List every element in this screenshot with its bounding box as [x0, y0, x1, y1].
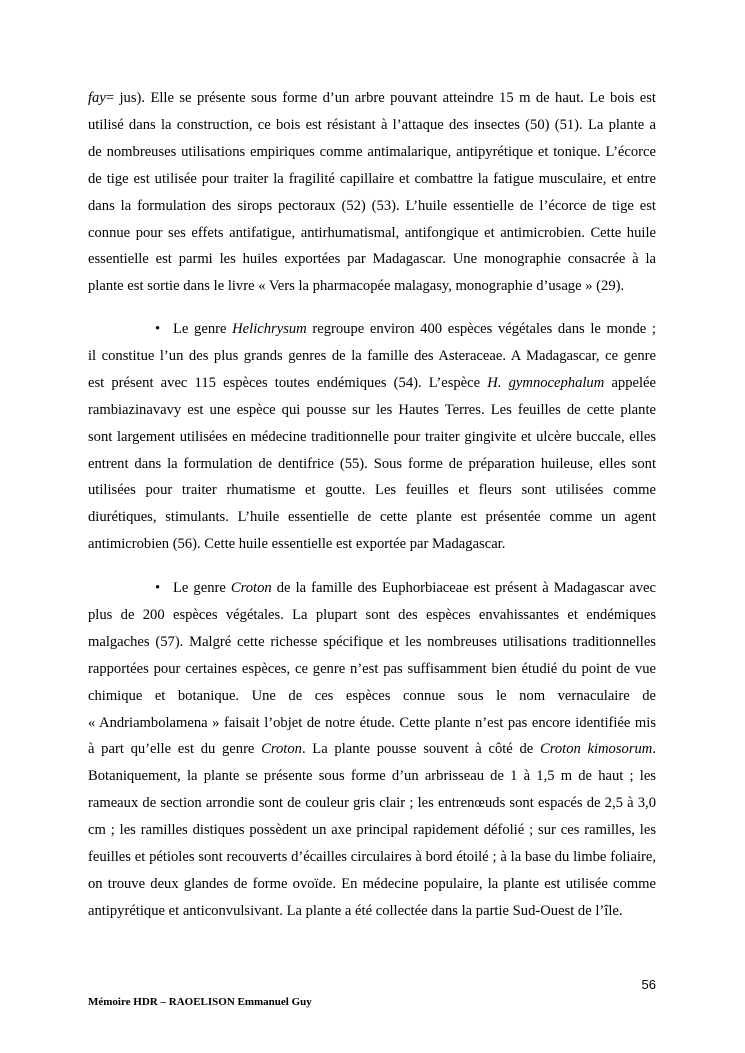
text-line	[88, 370, 656, 397]
text-line	[88, 273, 656, 300]
text-line	[88, 451, 656, 478]
text-line	[88, 763, 656, 790]
bullet-icon: •	[155, 321, 161, 337]
text-line	[88, 112, 656, 139]
text-line	[88, 790, 656, 817]
text-run: antimicrobien (56). Cette huile essentielle est exportée par Madagascar.	[88, 536, 506, 553]
paragraph-croton	[88, 575, 656, 925]
text-line	[88, 246, 656, 273]
paragraph-ravintsara-continuation	[88, 85, 656, 300]
italic-term: Croton	[261, 741, 302, 758]
footer-author: Mémoire HDR – RAOELISON Emmanuel Guy	[88, 996, 312, 1008]
page-number: 56	[641, 977, 656, 992]
italic-term: Croton kimosorum	[539, 741, 653, 758]
text-line	[88, 656, 656, 683]
text-run: diurétiques, stimulants. L’huile essentielle de cette plante est présentée comme un agent	[88, 509, 656, 526]
text-run: utilisées pour traiter rhumatisme et goutte. Les feuilles et fleurs sont utilisées comme	[88, 482, 656, 499]
text-run: plus de 200 espèces végétales. La plupart sont des espèces envahissantes et endémiques	[88, 606, 656, 623]
text-run: Le genre	[173, 580, 231, 596]
text-run: regroupe environ 400 espèces végétales dans le monde ;	[306, 321, 656, 337]
text-run: on trouve deux glandes de forme ovoïde. En médecine populaire, la plante est utilisée comme	[88, 875, 656, 892]
text-line	[88, 504, 656, 531]
text-run: « Andriambolamena » faisait l’objet de notre étude. Cette plante n’est pas encore identifiée mis	[88, 714, 656, 731]
text-run: rambiazinavavy est une espèce qui pousse sur les Hautes Terres. Les feuilles de cette plante	[88, 401, 656, 418]
text-line	[88, 85, 656, 112]
text-line	[88, 602, 656, 629]
italic-term: fay	[88, 90, 106, 106]
text-line	[88, 817, 656, 844]
text-run: Le genre	[173, 321, 233, 337]
text-line	[88, 575, 656, 602]
text-line	[88, 166, 656, 193]
text-line	[88, 710, 656, 737]
text-line	[88, 629, 656, 656]
paragraph-helichrysum	[88, 316, 656, 558]
text-run: de la famille des Euphorbiaceae est présent à Madagascar avec	[271, 580, 656, 596]
bullet-icon: •	[155, 580, 161, 596]
text-run: antipyrétique et anticonvulsivant. La plante a été collectée dans la partie Sud-Ouest de l’île.	[88, 902, 623, 919]
text-run: à part qu’elle est du genre	[88, 741, 262, 758]
text-run: .	[652, 741, 657, 758]
text-run: rameaux de section arrondie sont de couleur gris clair ; les entrenœuds sont espacés de 2,5 à 3,0	[88, 795, 656, 812]
text-run: rapportées pour certaines espèces, ce genre n’est pas suffisamment bien étudié du point de vue	[88, 660, 656, 677]
text-run: = jus). Elle se présente sous forme d’un arbre pouvant atteindre 15 m de haut. Le bois est	[105, 90, 656, 106]
italic-term: Helichrysum	[232, 321, 307, 337]
text-line	[88, 424, 656, 451]
text-line	[88, 343, 656, 370]
text-line	[88, 844, 656, 871]
text-run: malgaches (57). Malgré cette richesse spécifique et les nombreuses utilisations traditionnelles	[88, 633, 656, 650]
text-line	[88, 683, 656, 710]
text-line	[88, 736, 656, 763]
text-run: il constitue l’un des plus grands genres de la famille des Asteraceae. A Madagascar, ce genre	[88, 347, 656, 364]
text-line	[88, 477, 656, 504]
text-line	[88, 220, 656, 247]
text-run: dans la formulation des sirops pectoraux (52) (53). L’huile essentielle de l’écorce de tige est	[88, 197, 656, 214]
italic-term: Croton	[230, 580, 272, 596]
text-run: sont largement utilisées en médecine traditionnelle pour traiter gingivite et ulcère buccale, elles	[88, 428, 656, 445]
text-line	[88, 193, 656, 220]
text-line	[88, 871, 656, 898]
text-line	[88, 397, 656, 424]
text-run: entrent dans la formulation de dentifrice (55). Sous forme de préparation huileuse, elles sont	[88, 455, 656, 472]
text-run: appelée	[604, 374, 656, 391]
text-line	[88, 316, 656, 343]
text-run: . La plante pousse souvent à côté de	[301, 741, 540, 758]
text-line	[88, 898, 656, 925]
text-line	[88, 139, 656, 166]
text-run: feuilles et pétioles sont recouverts d’écailles circulaires à bord étoilé ; à la base du limbe foliaire,	[88, 849, 656, 866]
text-run: plante est sortie dans le livre « Vers la pharmacopée malagasy, monographie d’usage » (29).	[88, 278, 625, 295]
italic-term: H. gymnocephalum	[487, 374, 605, 391]
text-run: de nombreuses utilisations empiriques comme antimalarique, antipyrétique et tonique. L’écorce	[88, 143, 656, 160]
text-run: chimique et botanique. Une de ces espèces connue sous le nom vernaculaire de	[88, 687, 656, 704]
text-run: utilisé dans la construction, ce bois est résistant à l’attaque des insectes (50) (51). La plante a	[88, 116, 656, 133]
text-run: de tige est utilisée pour traiter la fragilité capillaire et combattre la fatigue musculaire, et entre	[88, 170, 656, 187]
text-run: connue pour ses effets antifatigue, antirhumatismal, antifongique et antimicrobien. Cette huile	[88, 224, 656, 241]
text-line	[88, 531, 656, 558]
text-run: essentielle est parmi les huiles exportées par Madagascar. Une monographie consacrée à la	[88, 251, 656, 268]
text-run: cm ; les ramilles distiques possèdent un axe principal rapidement défolié ; sur ces ramilles, les	[88, 822, 656, 839]
text-run: Botaniquement, la plante se présente sous forme d’un arbrisseau de 1 à 1,5 m de haut ; les	[88, 768, 656, 785]
text-run: est présent avec 115 espèces toutes endémiques (54). L’espèce	[88, 374, 488, 391]
